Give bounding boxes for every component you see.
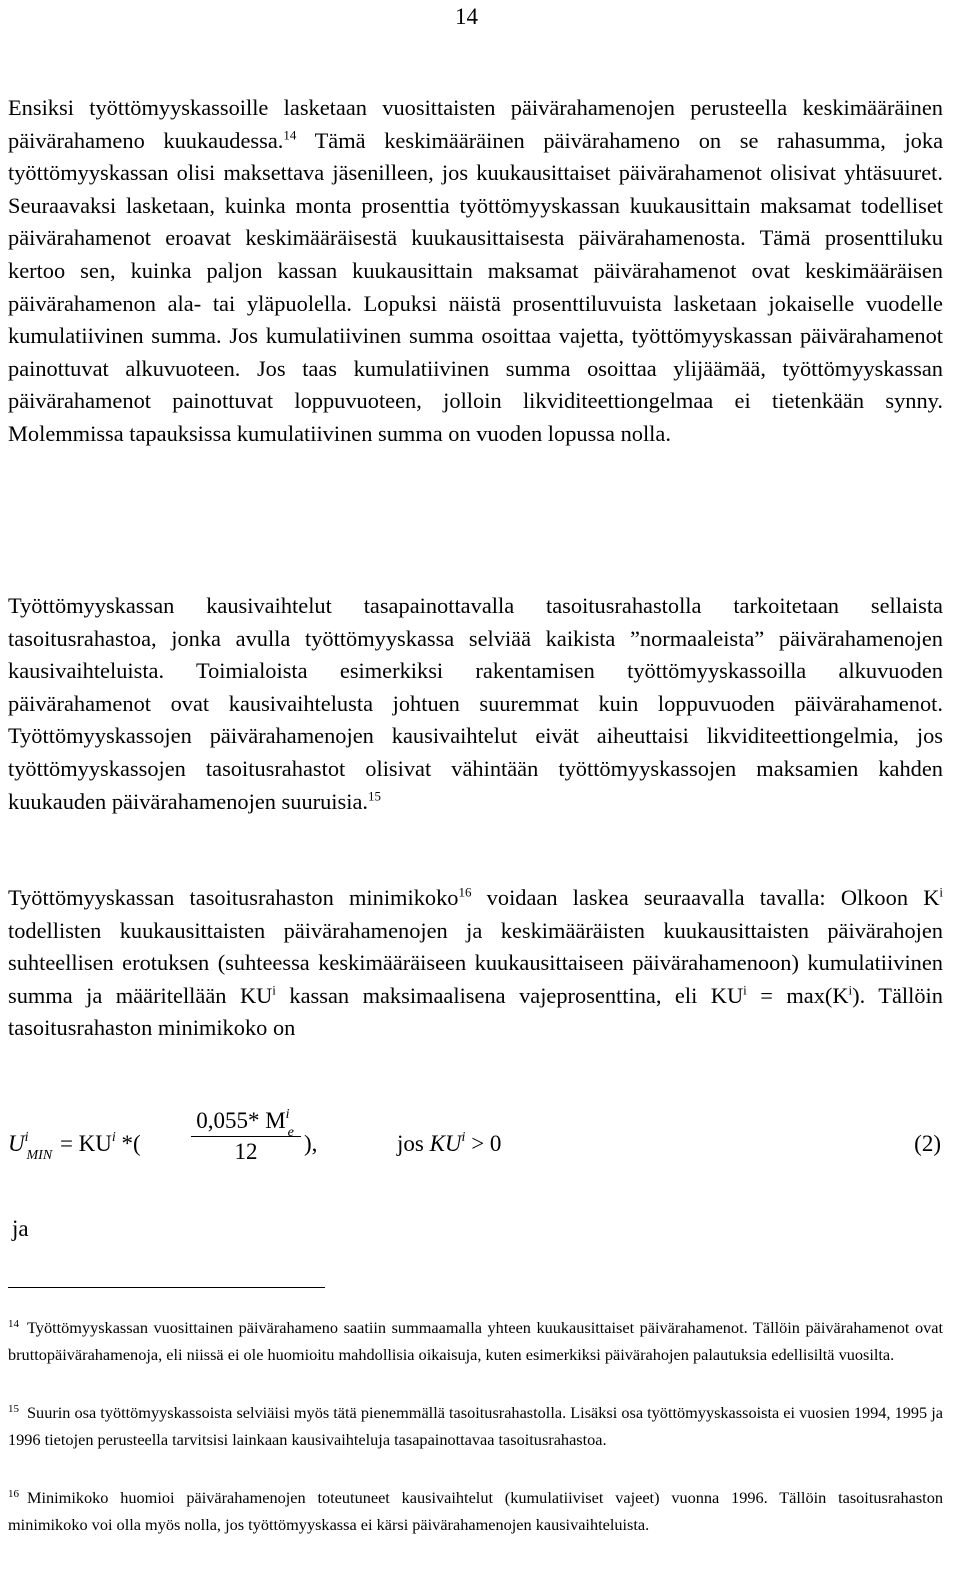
equation-label: (2)	[914, 1131, 941, 1156]
superscript-i: i	[272, 982, 276, 998]
ja-text: ja	[12, 1216, 29, 1241]
condition-jos: jos	[397, 1131, 430, 1156]
footnote-text: Suurin osa työttömyyskassoista selviäisi myös tätä pienemmällä tasoitusrahastolla. Lisäksi osa työttömyyskassoista ei vuosien 1994, 1995 ja 1996 tietojen perusteella tarvitsisi lainkaan kausivaihteluja tasapainottavaa tasoitusrahastoa.	[8, 1403, 943, 1449]
equation-2	[8, 1108, 943, 1198]
paragraph-3-text-e: = max(K	[746, 982, 849, 1008]
eq-ku-sup: i	[111, 1130, 116, 1145]
equation-condition	[397, 1131, 501, 1157]
footnote-text: Minimikoko huomioi päivärahamenojen toteutuneet kausivaihtelut (kumulatiiviset vajeet) vuonna 1996. Tällöin tasoitusrahaston minimikoko voi olla myös nolla, jos työttömyyskassa ei kärsi päivärahamenojen kausivaihteluista.	[8, 1488, 943, 1534]
eq-var-u: U	[8, 1131, 25, 1156]
paragraph-3-text-c: todellisten kuukausittaisten päivärahamenojen ja keskimääräisten kuukausittaisten päivärahojen suhteellisen erotuksen (suhteessa keskimääräiseen kuukausittaiseen päivärahamenoon) kumulatiivinen summa ja määritellään KU	[8, 917, 943, 1008]
numerator-text: 0,055* M	[196, 1108, 286, 1133]
superscript-i: i	[743, 982, 747, 998]
footnote-ref-15[interactable]: 15	[368, 788, 381, 804]
paragraph-2	[8, 590, 943, 818]
footnote-mark: 16	[8, 1487, 19, 1500]
condition-sup: i	[461, 1130, 466, 1145]
fraction-numerator	[191, 1107, 301, 1140]
paragraph-3	[8, 882, 943, 1045]
footnote-ref-16[interactable]: 16	[458, 884, 472, 900]
footnote-separator	[8, 1287, 325, 1288]
fraction-denominator: 12	[234, 1139, 258, 1164]
condition-ku: KU	[429, 1131, 462, 1156]
eq-sub-min: MIN	[26, 1148, 53, 1163]
equation-left-side	[8, 1130, 141, 1163]
footnote-ref-14[interactable]: 14	[283, 127, 297, 143]
paragraph-3-text-a: Työttömyyskassan tasoitusrahaston minimikoko	[8, 885, 459, 910]
footnote-16	[8, 1484, 943, 1538]
footnote-14	[8, 1314, 943, 1368]
paragraph-2-text: Työttömyyskassan kausivaihtelut tasapainottavalla tasoitusrahastolla tarkoitetaan sellaista tasoitusrahastoa, jonka avulla työttömyyskassa selviää kaikista ”normaaleista” päivärahamenojen kausivaihteluista. Toimialoista esimerkiksi rakentamisen työttömyyskassoilla alkuvuoden päivärahamenot ovat kausivaihtelusta johtuen suuremmat kuin loppuvuoden päivärahamenot. Työttömyyskassojen päivärahamenojen kausivaihtelut eivät aiheuttaisi likviditeettiongelmia, jos työttömyyskassojen tasoitusrahastot olisivat vähintään työttömyyskassojen maksamien kahden kuukauden päivärahamenojen suuruisia.	[8, 593, 943, 814]
footnote-mark: 14	[8, 1317, 19, 1330]
numerator-sup: i	[285, 1107, 290, 1122]
footnote-15	[8, 1399, 943, 1453]
superscript-i: i	[939, 884, 943, 900]
paragraph-3-text-f: ). Tällöin tasoitusrahaston minimikoko on	[8, 982, 943, 1041]
numerator-sub: e	[287, 1125, 294, 1140]
eq-close-paren: ),	[304, 1131, 318, 1156]
equation-fraction	[191, 1108, 301, 1165]
footnote-text: Työttömyyskassan vuosittainen päivärahameno saatiin summaamalla yhteen kuukausittaiset päivärahamenot. Tällöin päivärahamenot ovat bruttopäivärahamenoja, eli niissä ei ole huomioitu mahdollisia oikaisuja, kuten esimerkiksi päivärahojen palautuksia edellisiltä vuosilta.	[8, 1318, 943, 1364]
footnote-mark: 15	[8, 1402, 19, 1415]
eq-sup-i: i	[24, 1130, 29, 1145]
eq-equals-ku: = KU	[59, 1131, 112, 1156]
fraction-bar	[191, 1136, 301, 1137]
superscript-i: i	[848, 982, 853, 998]
paragraph-1-text-a: Ensiksi työttömyyskassoille lasketaan vuosittaisten päivärahamenojen perusteella keskimääräinen päivärahameno kuukaudessa.	[8, 95, 943, 153]
paragraph-1	[8, 92, 943, 451]
paragraph-1-text-b: Tämä keskimääräinen päivärahameno on se rahasumma, joka työttömyyskassan olisi maksettava jäsenilleen, jos kuukausittaiset päivärahamenot olisivat yhtäsuuret. Seuraavaksi lasketaan, kuinka monta prosenttia työttömyyskassan kuukausittain maksamat todelliset päivärahamenot eroavat keskimääräisestä kuukausittaisesta päivärahamenosta. Tämä prosenttiluku kertoo sen, kuinka paljon kassan kuukausittain maksamat päivärahamenot ovat keskimääräisen päivärahamenon ala- tai yläpuolella. Lopuksi näistä prosenttiluvuista lasketaan jokaiselle vuodelle kumulatiivinen summa. Jos kumulatiivinen summa osoittaa vajetta, työttömyyskassan päivärahamenot painottuvat alkuvuoteen. Jos taas kumulatiivinen summa osoittaa ylijäämää, työttömyyskassan päivärahamenot painottuvat loppuvuoteen, jolloin likviditeettiongelmaa ei tietenkään synny. Molemmissa tapauksissa kumulatiivinen summa on vuoden lopussa nolla.	[8, 127, 944, 446]
page-number: 14	[455, 4, 478, 29]
condition-rest: > 0	[465, 1131, 502, 1156]
paragraph-3-text-b: voidaan laskea seuraavalla tavalla: Olkoon K	[471, 885, 940, 910]
paragraph-3-text-d: kassan maksimaalisena vajeprosenttina, eli KU	[275, 982, 744, 1008]
eq-times-open: *(	[115, 1131, 141, 1156]
